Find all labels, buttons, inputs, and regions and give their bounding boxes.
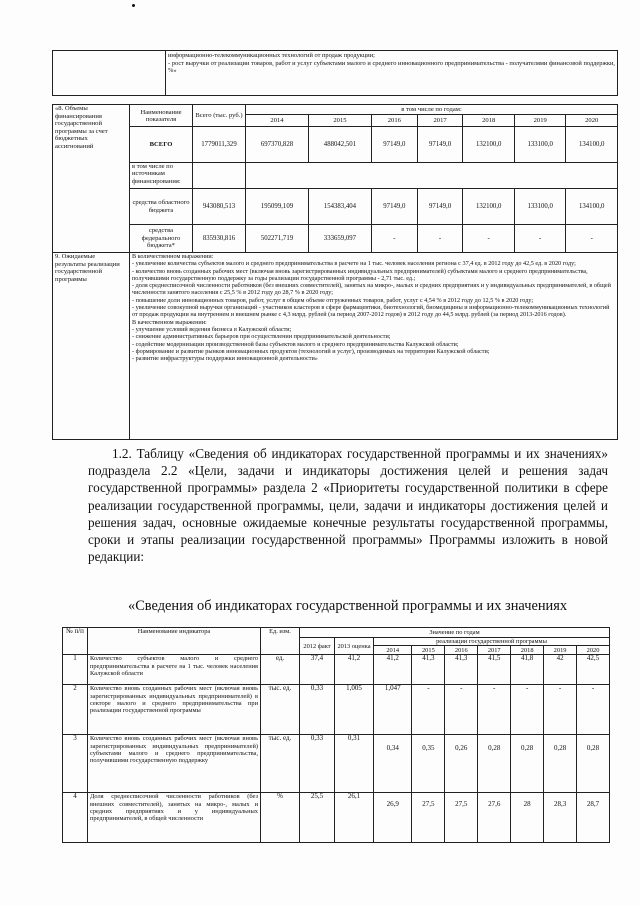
results-line: В количественном выражении: (132, 253, 214, 260)
results-line: - снижение административных барьеров при осуществлении предпринимательской деятельности; (132, 333, 391, 341)
year-header: 2015 (412, 646, 445, 655)
row-value: 26,9 (374, 793, 412, 843)
results-line: - улучшение условий ведения бизнеса в Калужской области; (132, 325, 292, 333)
row-value: - (566, 225, 618, 253)
row-name: средства областного бюджета (130, 189, 193, 225)
row-value: 0,28 (511, 735, 544, 793)
row-value: 28,3 (544, 793, 577, 843)
col-2013-header: 2013 оценка (335, 638, 374, 655)
results-line: - количество вновь созданных рабочих мест (включая вновь зарегистрированных индивидуальных предпринимателей) субъектами малого и среднего предпринимательства, получившими государственную поддержку за годы реализации государственной программы - 2,71 тыс. ед.; (132, 267, 588, 282)
row-unit: тыс. ед. (261, 685, 300, 735)
row-value: 132100,0 (463, 127, 515, 163)
row-value: - (511, 685, 544, 735)
row-unit: ед. (261, 655, 300, 685)
top-continuation-table (52, 50, 618, 96)
row-value: 27,5 (445, 793, 478, 843)
row-value: 27,5 (412, 793, 445, 843)
top-table-line: информационно-телекоммуникационных технологий от продаж продукции; (168, 52, 375, 59)
row-value: 134100,0 (566, 189, 618, 225)
col-values-header: Значение по годам (300, 628, 610, 638)
row-value: 41,8 (511, 655, 544, 685)
row-unit: % (261, 793, 300, 843)
year-header: 2018 (511, 646, 544, 655)
row-num: 2 (63, 685, 88, 735)
finance-row-sources (53, 163, 618, 189)
row-2012: 37,4 (300, 655, 335, 685)
row-value: 133100,0 (514, 189, 566, 225)
year-header: 2019 (514, 115, 566, 127)
row-name: Количество субъектов малого и среднего предпринимательства в расчете на 1 тыс. человек населения Калужской области (88, 655, 261, 685)
finance-section-label: «8. Объемы финансирования государственной программы за счет бюджетных ассигнований (53, 105, 130, 253)
row-value: - (577, 685, 610, 735)
year-header: 2017 (417, 115, 463, 127)
row-total (193, 163, 246, 189)
row-total: 835930,816 (193, 225, 246, 253)
row-value: 42,5 (577, 655, 610, 685)
row-2012: 0,33 (300, 735, 335, 793)
results-line: - повышение доли инновационных товаров, работ, услуг в общем объеме отгруженных товаров, работ, услуг с 4,54 % в 2012 году до 12,5 % в 2020 году; (132, 296, 534, 304)
row-value: 97149,0 (417, 127, 463, 163)
results-line: - содействие модернизации производственной базы субъектов малого и среднего предпринимательства Калужской области; (132, 340, 459, 348)
row-value: 502271,719 (246, 225, 309, 253)
row-value: - (371, 225, 417, 253)
col-total-header: Всего (тыс. руб.) (193, 105, 246, 127)
row-2012: 0,33 (300, 685, 335, 735)
col-num-header: № п/п (63, 628, 88, 655)
table-row (63, 735, 610, 793)
table-row (63, 793, 610, 843)
results-line: - доля среднесписочной численности работников (без внешних совместителей), занятых на микро-, малых и средних предприятиях и у индивидуальных предпринимателей, в общей численности занятого населения с 25,5 % в 2012 году до 28,7 % в 2020 году; (132, 282, 611, 297)
results-row (53, 253, 618, 440)
row-total: 943080,513 (193, 189, 246, 225)
row-num: 4 (63, 793, 88, 843)
row-value: - (544, 685, 577, 735)
page-mark (132, 4, 135, 7)
col-years-header: в том числе по годам: (246, 105, 618, 115)
row-num: 1 (63, 655, 88, 685)
table-row (63, 685, 610, 735)
results-line: - увеличение количества субъектов малого и среднего предпринимательства в расчете на 1 тыс. человек населения региона с 37,4 ед. в 2012 году до 42,5 ед. в 2020 году; (132, 260, 576, 268)
row-name: ВСЕГО (130, 127, 193, 163)
amendment-paragraph (88, 445, 608, 565)
row-2012: 25,5 (300, 793, 335, 843)
row-value: 41,2 (374, 655, 412, 685)
finance-row-total (53, 127, 618, 163)
year-header: 2018 (463, 115, 515, 127)
row-value: 697370,828 (246, 127, 309, 163)
row-2013: 41,2 (335, 655, 374, 685)
year-header: 2014 (374, 646, 412, 655)
row-value: 0,26 (445, 735, 478, 793)
row-value: - (514, 225, 566, 253)
row-name: средства федерального бюджета* (130, 225, 193, 253)
row-2013: 0,31 (335, 735, 374, 793)
row-value: 41,3 (412, 655, 445, 685)
row-value: 41,5 (478, 655, 511, 685)
year-header: 2016 (445, 646, 478, 655)
col-unit-header: Ед. изм. (261, 628, 300, 655)
row-value: 28 (511, 793, 544, 843)
row-2013: 26,1 (335, 793, 374, 843)
row-2013: 1,005 (335, 685, 374, 735)
row-num: 3 (63, 735, 88, 793)
results-line: - увеличение совокупной выручки организаций - участников кластеров в сфере фармацевтики, биотехнологий, биомедицины и информационно-телекоммуникационных технологий от продаж продукции на внутреннем и внешнем рынке с 4,3 млрд. рублей (за период 2007-2012 годов) в 2012 году до 44,5 млрд. рублей (за период 2013-2016 годов). (132, 304, 610, 319)
top-table-line: - рост выручки от реализации товаров, работ и услуг субъектами малого и среднего инновационного предпринимательства - получателями финансовой поддержки, %» (168, 59, 615, 75)
year-header: 2016 (371, 115, 417, 127)
row-value: 133100,0 (514, 127, 566, 163)
col-name-header: Наименование индикатора (88, 628, 261, 655)
row-value: 154383,404 (308, 189, 371, 225)
row-value: - (412, 685, 445, 735)
results-label: 9. Ожидаемые результаты реализации государственной программы (53, 253, 130, 440)
indicators-heading: «Сведения об индикаторах государственной программы и их значениях (128, 598, 568, 614)
col-name-header: Наименование показателя (130, 105, 193, 127)
row-value: 42 (544, 655, 577, 685)
results-line: - формирование и развитие рынков инновационных продуктов (технологий и услуг), производимых на территории Калужской области; (132, 347, 490, 355)
row-value: 0,28 (544, 735, 577, 793)
row-value: 0,35 (412, 735, 445, 793)
row-value: 0,28 (478, 735, 511, 793)
row-value: 28,7 (577, 793, 610, 843)
paragraph-text: 1.2. Таблицу «Сведения об индикаторах государственной программы и их значениях» подраздела 2.2 «Цели, задачи и индикаторы достижения целей и решения задач государственной программы» раздела 2 «Приоритеты государственной политики в сфере реализации государственной программы, цели, задачи и индикаторы достижения целей и решения задач, основные ожидаемые конечные результаты государственной программы, сроки и этапы реализации государственной программы» Программы изложить в новой редакции: (88, 446, 608, 565)
row-value: 132100,0 (463, 189, 515, 225)
row-value: 0,34 (374, 735, 412, 793)
row-value: 97149,0 (371, 127, 417, 163)
table-row (63, 655, 610, 685)
row-value: - (478, 685, 511, 735)
row-value: 195099,109 (246, 189, 309, 225)
row-value: 97149,0 (417, 189, 463, 225)
col-2012-header: 2012 факт (300, 638, 335, 655)
year-header: 2017 (478, 646, 511, 655)
row-value: 97149,0 (371, 189, 417, 225)
row-value: 488042,501 (308, 127, 371, 163)
row-empty (246, 163, 618, 189)
row-value: - (445, 685, 478, 735)
year-header: 2014 (246, 115, 309, 127)
row-value: 1,047 (374, 685, 412, 735)
row-unit: тыс. ед. (261, 735, 300, 793)
results-list (130, 253, 618, 440)
row-name: Доля среднесписочной численности работников (без внешних совместителей), занятых на микро-, малых и средних предприятиях и у индивидуальных предпринимателей, в общей численности (88, 793, 261, 843)
finance-row-regional (53, 189, 618, 225)
finance-table (52, 104, 618, 440)
row-total: 1779011,329 (193, 127, 246, 163)
row-name: в том числе по источникам финансирования: (130, 163, 193, 189)
row-value: 41,3 (445, 655, 478, 685)
year-header: 2019 (544, 646, 577, 655)
year-header: 2020 (566, 115, 618, 127)
row-name: Количество вновь созданных рабочих мест (включая вновь зарегистрированных индивидуальных предпринимателей) в секторе малого и среднего предпринимательства при реализации государственной программы (88, 685, 261, 735)
row-value: - (463, 225, 515, 253)
row-value: 0,28 (577, 735, 610, 793)
top-table-label-cell (53, 51, 166, 96)
col-period-header: реализации государственной программы (374, 638, 610, 646)
indicators-table (62, 627, 610, 843)
row-value: 134100,0 (566, 127, 618, 163)
results-line: В качественном выражении: (132, 318, 207, 326)
row-name: Количество вновь созданных рабочих мест (включая вновь зарегистрированных индивидуальных предпринимателей) субъектами малого и среднего предпринимательства, получившими государственную поддержку (88, 735, 261, 793)
results-line: - развитие инфраструктуры поддержки инновационной деятельности» (132, 355, 318, 363)
row-value: 27,6 (478, 793, 511, 843)
year-header: 2020 (577, 646, 610, 655)
finance-row-federal (53, 225, 618, 253)
top-table-text-cell (166, 51, 618, 96)
year-header: 2015 (308, 115, 371, 127)
row-value: - (417, 225, 463, 253)
row-value: 333659,097 (308, 225, 371, 253)
